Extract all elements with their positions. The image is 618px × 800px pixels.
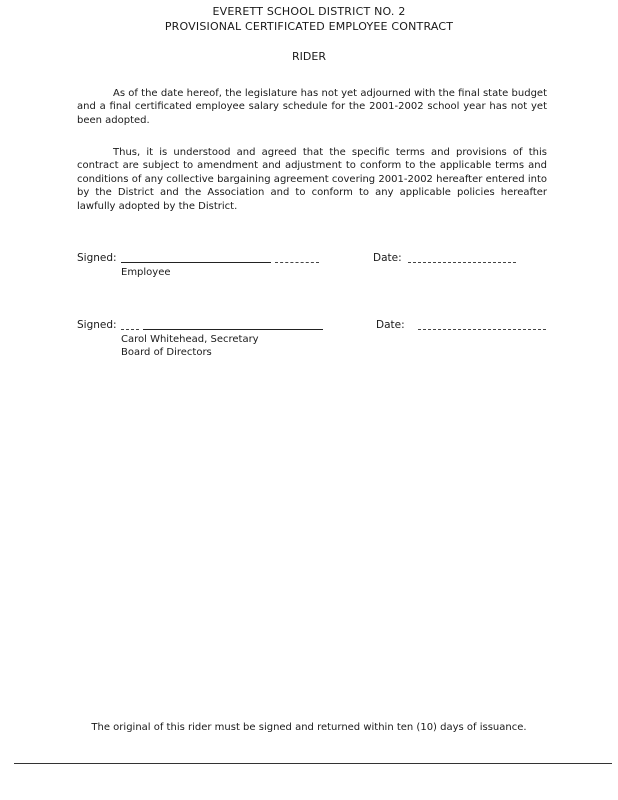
employee-caption: Employee bbox=[121, 267, 171, 278]
date-label-employee: Date: bbox=[373, 252, 402, 264]
employee-signature-line bbox=[121, 262, 271, 263]
secretary-name: Carol Whitehead, Secretary bbox=[121, 334, 259, 345]
contract-title: PROVISIONAL CERTIFICATED EMPLOYEE CONTRACT bbox=[164, 20, 454, 33]
return-notice: The original of this rider must be signed and returned within ten (10) days of issuance. bbox=[91, 722, 527, 733]
signed-label-employee: Signed: bbox=[77, 252, 117, 264]
signed-label-secretary: Signed: bbox=[77, 319, 117, 331]
paragraph-legislature: As of the date hereof, the legislature has not yet adjourned with the final state budget and a final certificated employee salary schedule for the 2001-2002 school year has not yet been adopted. bbox=[77, 88, 547, 126]
secretary-board: Board of Directors bbox=[121, 347, 212, 358]
district-name: EVERETT SCHOOL DISTRICT NO. 2 bbox=[212, 5, 406, 18]
date-label-secretary: Date: bbox=[376, 319, 405, 331]
employee-signature-line-faded bbox=[275, 262, 319, 263]
secretary-signature-line-faded bbox=[121, 329, 139, 330]
rider-heading: RIDER bbox=[292, 50, 326, 63]
secretary-date-line bbox=[418, 329, 546, 330]
secretary-signature-line bbox=[143, 329, 323, 330]
paragraph-terms: Thus, it is understood and agreed that the specific terms and provisions of this contract are subject to amendment and adjustment to conform to the applicable terms and conditions of any collective bargaining agreement covering 2001-2002 hereafter entered into by the District and the Association and to conform to any applicable policies hereafter lawfully adopted by the District. bbox=[77, 147, 547, 212]
employee-date-line bbox=[408, 262, 516, 263]
bottom-rule bbox=[14, 763, 612, 764]
